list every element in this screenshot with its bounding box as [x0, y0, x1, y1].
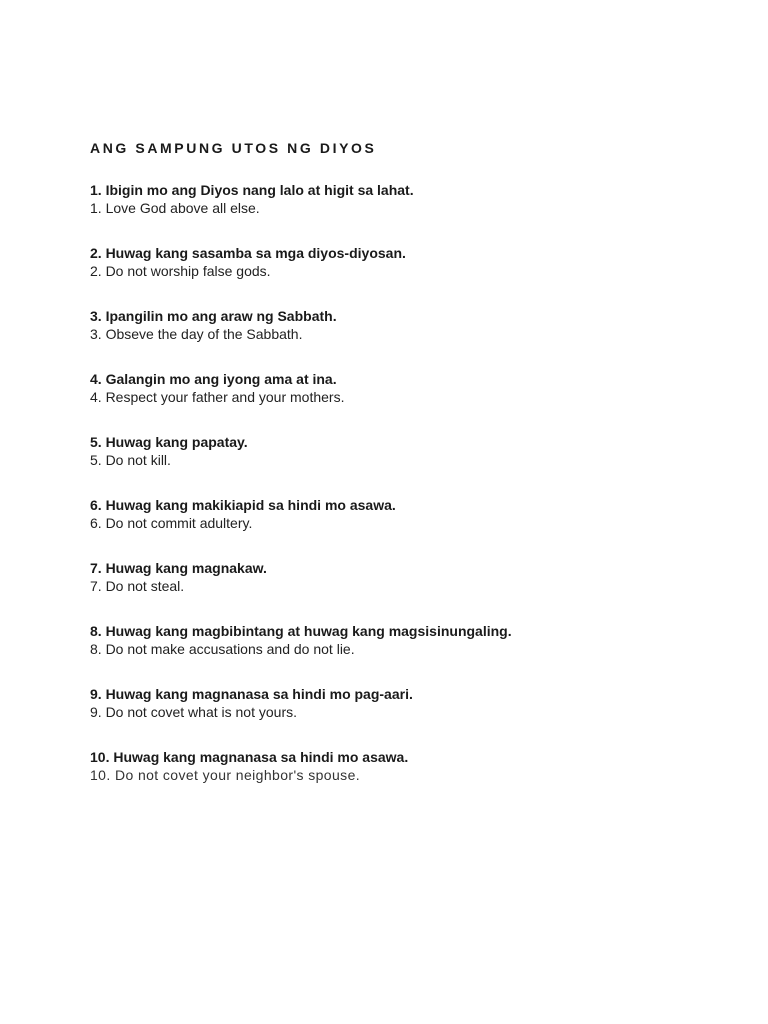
document-page [90, 139, 730, 811]
commandment-english: 3. Obseve the day of the Sabbath. [90, 326, 303, 342]
commandment-tagalog: 6. Huwag kang makikiapid sa hindi mo asawa. [90, 497, 396, 513]
commandment-tagalog: 9. Huwag kang magnanasa sa hindi mo pag-aari. [90, 686, 413, 702]
commandment-item [90, 559, 730, 622]
commandment-tagalog: 1. Ibigin mo ang Diyos nang lalo at higit sa lahat. [90, 182, 414, 198]
commandment-english: 7. Do not steal. [90, 578, 185, 594]
document-title: ANG SAMPUNG UTOS NG DIYOS [90, 140, 377, 156]
commandment-english: 2. Do not worship false gods. [90, 263, 271, 279]
commandment-item [90, 685, 730, 748]
commandment-item [90, 496, 730, 559]
commandment-item [90, 181, 730, 244]
commandment-tagalog: 10. Huwag kang magnanasa sa hindi mo asawa. [90, 749, 409, 765]
commandment-list [90, 181, 730, 811]
commandment-item [90, 370, 730, 433]
commandment-tagalog: 8. Huwag kang magbibintang at huwag kang magsisinungaling. [90, 623, 512, 639]
commandment-tagalog: 4. Galangin mo ang iyong ama at ina. [90, 371, 337, 387]
commandment-english: 5. Do not kill. [90, 452, 171, 468]
commandment-tagalog: 7. Huwag kang magnakaw. [90, 560, 267, 576]
commandment-english: 4. Respect your father and your mothers. [90, 389, 345, 405]
commandment-english: 8. Do not make accusations and do not lie. [90, 641, 355, 657]
commandment-tagalog: 3. Ipangilin mo ang araw ng Sabbath. [90, 308, 337, 324]
commandment-english: 10. Do not covet your neighbor's spouse. [90, 767, 361, 783]
commandment-item [90, 433, 730, 496]
commandment-item [90, 244, 730, 307]
commandment-english: 6. Do not commit adultery. [90, 515, 253, 531]
commandment-item [90, 622, 730, 685]
commandment-tagalog: 5. Huwag kang papatay. [90, 434, 248, 450]
commandment-item [90, 748, 730, 811]
commandment-tagalog: 2. Huwag kang sasamba sa mga diyos-diyosan. [90, 245, 406, 261]
commandment-english: 1. Love God above all else. [90, 200, 260, 216]
commandment-english: 9. Do not covet what is not yours. [90, 704, 297, 720]
commandment-item [90, 307, 730, 370]
